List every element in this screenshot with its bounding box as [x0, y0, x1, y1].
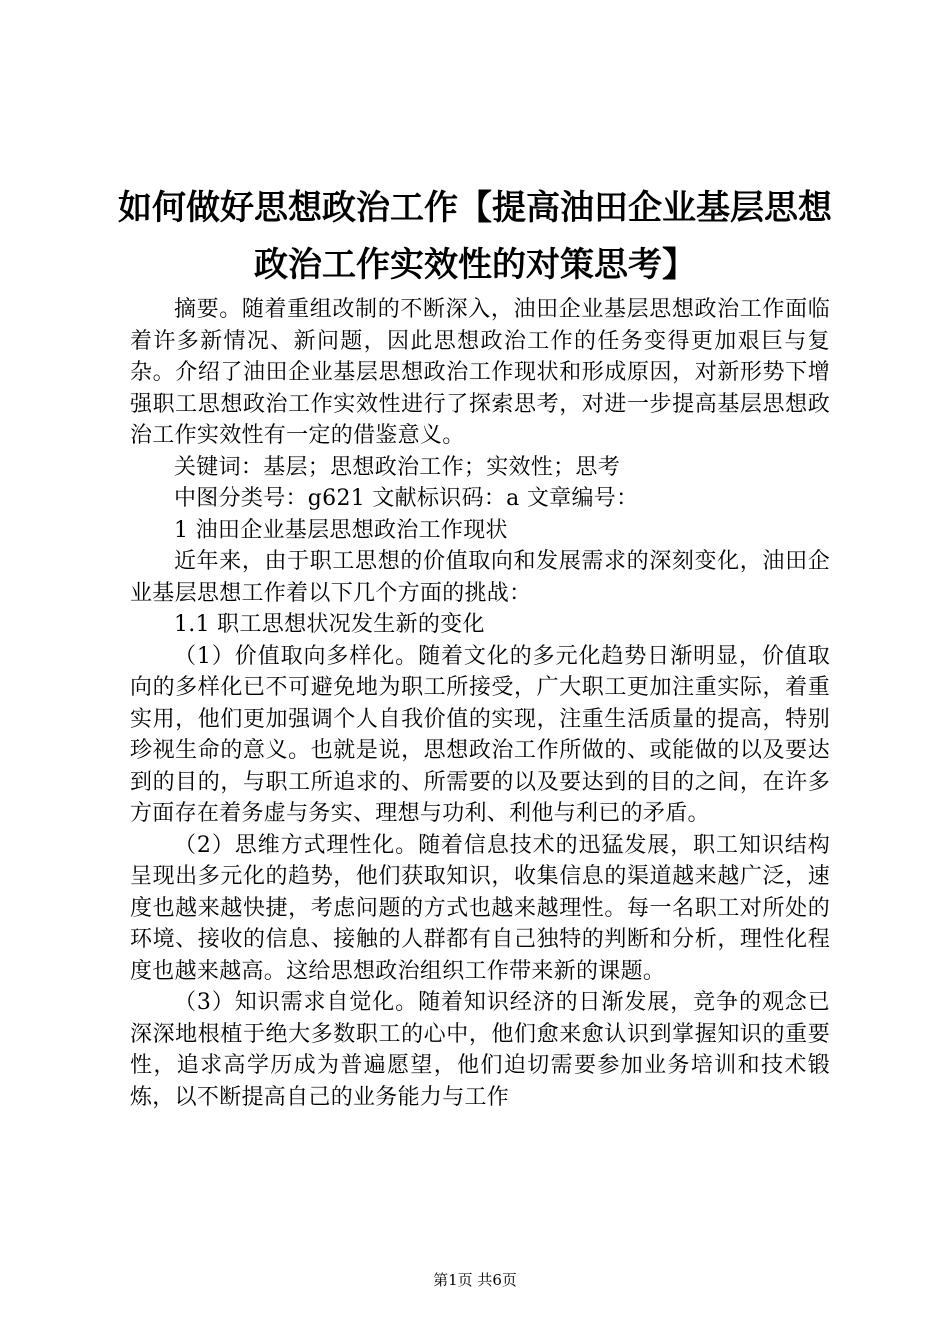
body-paragraph: （1）价值取向多样化。随着文化的多元化趋势日渐明显，价值取向的多样化已不可避免地为职工所接受，广大职工更加注重实际，着重实用，他们更加强调个人自我价值的实现，注重生活质量的提高，特别珍视生命的意义。也就是说，思想政治工作所做的、或能做的以及要达到的目的，与职工所追求的、所需要的以及要达到的目的之间，在许多方面存在着务虚与务实、理想与功利、利他与利已的矛盾。	[130, 643, 830, 826]
classification-line: 中图分类号：g621 文献标识码：a 文章编号：	[174, 486, 639, 511]
subsection-heading: 1.1 职工思想状况发生新的变化	[174, 612, 485, 637]
abstract-paragraph: 摘要。随着重组改制的不断深入，油田企业基层思想政治工作面临着许多新情况、新问题，因此思想政治工作的任务变得更加艰巨与复杂。介绍了油田企业基层思想政治工作现状和形成原因，对新形势下增强职工思想政治工作实效性进行了探索思考，对进一步提高基层思想政治工作实效性有一定的借鉴意义。	[130, 297, 830, 448]
keywords-line: 关键词：基层；思想政治工作；实效性；思考	[174, 454, 621, 480]
body-paragraph: 近年来，由于职工思想的价值取向和发展需求的深刻变化，油田企业基层思想工作着以下几个方面的挑战：	[130, 549, 830, 606]
page-footer: 第1页 共6页	[433, 1271, 517, 1289]
body-paragraph: （3）知识需求自觉化。随着知识经济的日渐发展，竞争的观念已深深地根植于绝大多数职工的心中，他们愈来愈认识到掌握知识的重要性，追求高学历成为普遍愿望，他们迫切需要参加业务培训和技术锻炼，以不断提高自己的业务能力与工作	[130, 990, 830, 1110]
body-paragraph: （2）思维方式理性化。随着信息技术的迅猛发展，职工知识结构呈现出多元化的趋势，他们获取知识，收集信息的渠道越来越广泛，速度也越来越快捷，考虑问题的方式也越来越理性。每一名职工对所处的环境、接收的信息、接触的人群都有自己独特的判断和分析，理性化程度也越来越高。这给思想政治组织工作带来新的课题。	[130, 832, 830, 984]
document-body	[130, 294, 830, 1113]
section-heading: 1 油田企业基层思想政治工作现状	[174, 517, 508, 543]
document-title: 如何做好思想政治工作【提高油田企业基层思想政治工作实效性的对策思考】	[118, 188, 832, 285]
